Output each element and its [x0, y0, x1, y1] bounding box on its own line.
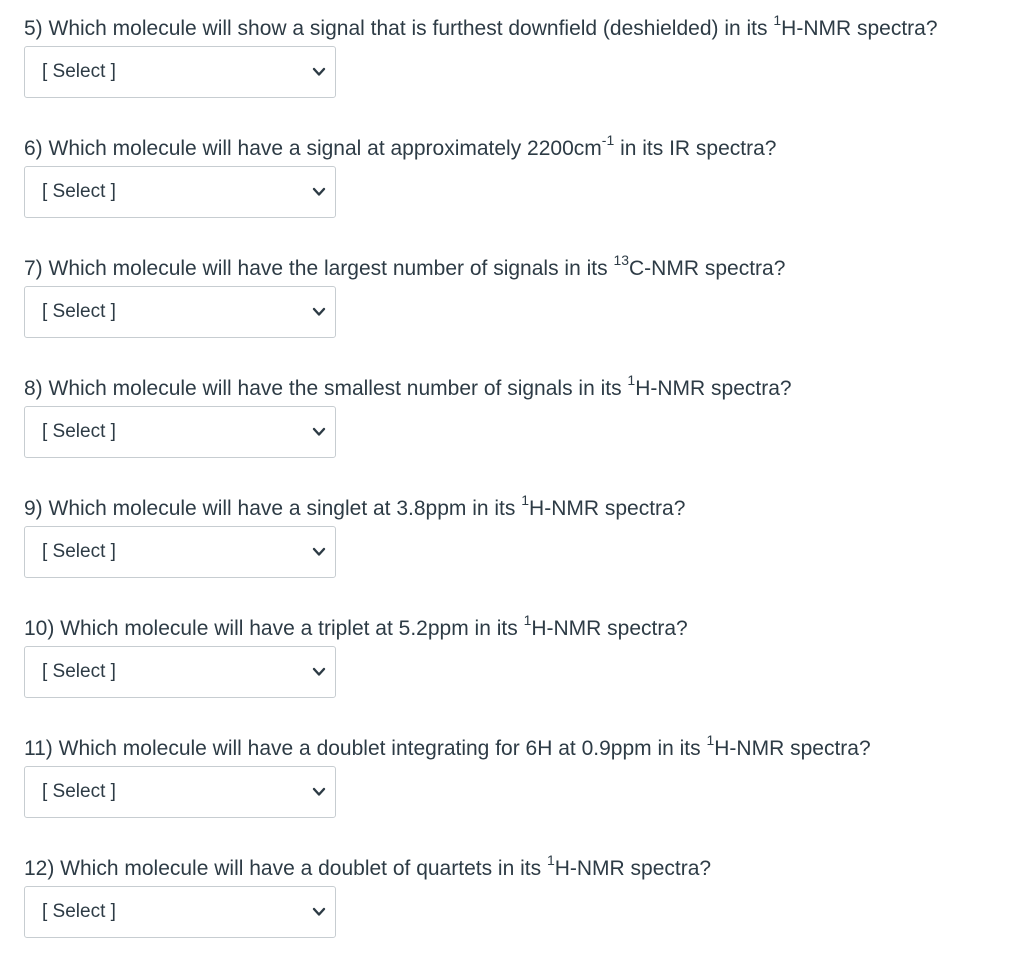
- question-text-end: in its IR spectra?: [614, 137, 777, 160]
- select-value: [ Select ]: [42, 421, 116, 442]
- chevron-down-icon: [312, 546, 326, 558]
- question-7: [24, 254, 1014, 374]
- select-value: [ Select ]: [42, 901, 116, 922]
- question-8: [24, 374, 1014, 494]
- question-text-end: H-NMR spectra?: [714, 737, 871, 760]
- question-11: [24, 734, 1014, 854]
- chevron-down-icon: [312, 66, 326, 78]
- select-value: [ Select ]: [42, 661, 116, 682]
- question-text: [24, 614, 1014, 644]
- quiz-question-list: [24, 14, 1014, 974]
- question-text-main: 7) Which molecule will have the largest number of signals in its: [24, 257, 614, 280]
- superscript: 1: [773, 12, 782, 28]
- question-text-main: 6) Which molecule will have a signal at approximately 2200cm: [24, 137, 602, 160]
- question-text-end: H-NMR spectra?: [554, 857, 712, 880]
- select-value: [ Select ]: [42, 781, 116, 802]
- question-text-end: H-NMR spectra?: [781, 17, 938, 40]
- answer-select-9[interactable]: [24, 526, 336, 578]
- answer-select-6[interactable]: [24, 166, 336, 218]
- answer-select-5[interactable]: [24, 46, 336, 98]
- question-5: [24, 14, 1014, 134]
- answer-select-12[interactable]: [24, 886, 336, 938]
- chevron-down-icon: [312, 306, 326, 318]
- superscript: 1: [546, 852, 555, 868]
- superscript: 1: [521, 492, 530, 508]
- select-value: [ Select ]: [42, 181, 116, 202]
- chevron-down-icon: [312, 786, 326, 798]
- question-text: [24, 374, 1014, 404]
- question-text: [24, 854, 1014, 884]
- question-text-main: 8) Which molecule will have the smallest number of signals in its: [24, 377, 628, 400]
- question-text-main: 12) Which molecule will have a doublet of quartets in its: [24, 857, 547, 880]
- answer-select-8[interactable]: [24, 406, 336, 458]
- superscript: 1: [627, 372, 636, 388]
- select-value: [ Select ]: [42, 301, 116, 322]
- question-12: [24, 854, 1014, 974]
- question-text-end: H-NMR spectra?: [635, 377, 792, 400]
- superscript: 1: [523, 612, 532, 628]
- chevron-down-icon: [312, 186, 326, 198]
- question-10: [24, 614, 1014, 734]
- answer-select-7[interactable]: [24, 286, 336, 338]
- chevron-down-icon: [312, 906, 326, 918]
- chevron-down-icon: [312, 666, 326, 678]
- question-text: [24, 134, 1014, 164]
- question-text-end: H-NMR spectra?: [529, 497, 686, 520]
- superscript: -1: [601, 132, 615, 148]
- question-9: [24, 494, 1014, 614]
- superscript: 13: [613, 252, 630, 268]
- question-text: [24, 494, 1014, 524]
- question-text-main: 10) Which molecule will have a triplet at 5.2ppm in its: [24, 617, 524, 640]
- select-value: [ Select ]: [42, 61, 116, 82]
- question-text-main: 5) Which molecule will show a signal that is furthest downfield (deshielded) in its: [24, 17, 774, 40]
- question-text-end: H-NMR spectra?: [531, 617, 688, 640]
- question-text: [24, 254, 1014, 284]
- question-text-main: 11) Which molecule will have a doublet integrating for 6H at 0.9ppm in its: [24, 737, 707, 760]
- answer-select-10[interactable]: [24, 646, 336, 698]
- answer-select-11[interactable]: [24, 766, 336, 818]
- question-text: [24, 734, 1014, 764]
- question-text-main: 9) Which molecule will have a singlet at 3.8ppm in its: [24, 497, 522, 520]
- question-6: [24, 134, 1014, 254]
- chevron-down-icon: [312, 426, 326, 438]
- select-value: [ Select ]: [42, 541, 116, 562]
- question-text: [24, 14, 1014, 44]
- question-text-end: C-NMR spectra?: [629, 257, 786, 280]
- superscript: 1: [706, 732, 715, 748]
